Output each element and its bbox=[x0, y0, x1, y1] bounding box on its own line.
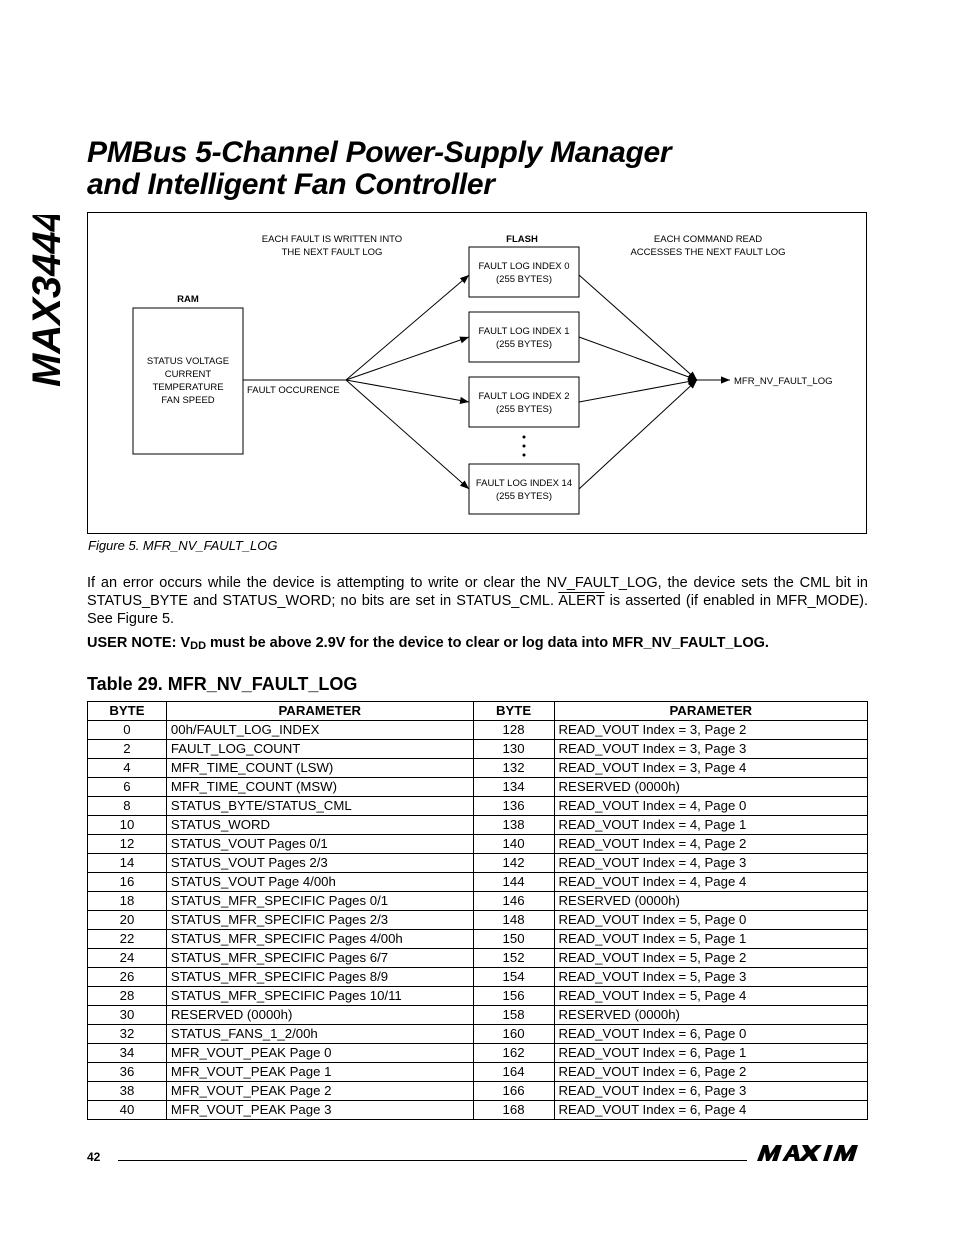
title-line-2: and Intelligent Fan Controller bbox=[87, 168, 495, 201]
byte-right-cell: 162 bbox=[473, 1044, 554, 1063]
fault-log-name-2: FAULT LOG INDEX 2 bbox=[478, 391, 570, 402]
parameter-right-cell: READ_VOUT Index = 6, Page 3 bbox=[554, 1082, 867, 1101]
user-note bbox=[87, 635, 769, 652]
byte-left-cell: 10 bbox=[88, 816, 167, 835]
byte-left-cell: 36 bbox=[88, 1063, 167, 1082]
header-parameter-right: PARAMETER bbox=[554, 702, 867, 721]
footer-rule bbox=[118, 1160, 747, 1161]
table-row bbox=[88, 1006, 868, 1025]
parameter-left-cell: STATUS_MFR_SPECIFIC Pages 6/7 bbox=[166, 949, 473, 968]
table-row bbox=[88, 1044, 868, 1063]
ellipsis-dot-1 bbox=[523, 436, 526, 439]
byte-right-cell: 166 bbox=[473, 1082, 554, 1101]
byte-right-cell: 168 bbox=[473, 1101, 554, 1120]
parameter-right-cell: READ_VOUT Index = 5, Page 0 bbox=[554, 911, 867, 930]
header-parameter-left: PARAMETER bbox=[166, 702, 473, 721]
fanin-arrow-14 bbox=[579, 380, 697, 489]
byte-right-cell: 148 bbox=[473, 911, 554, 930]
maxim-logo bbox=[755, 1143, 867, 1163]
parameter-left-cell: MFR_VOUT_PEAK Page 1 bbox=[166, 1063, 473, 1082]
byte-right-cell: 158 bbox=[473, 1006, 554, 1025]
alert-signal: ALERT bbox=[558, 593, 605, 609]
part-number-text: MAX34441 bbox=[25, 215, 68, 387]
byte-left-cell: 8 bbox=[88, 797, 167, 816]
byte-right-cell: 132 bbox=[473, 759, 554, 778]
parameter-left-cell: STATUS_MFR_SPECIFIC Pages 8/9 bbox=[166, 968, 473, 987]
table-header-row bbox=[88, 702, 868, 721]
table-row bbox=[88, 930, 868, 949]
byte-right-cell: 142 bbox=[473, 854, 554, 873]
flash-label: FLASH bbox=[506, 234, 538, 245]
fault-log-size-2: (255 BYTES) bbox=[496, 404, 552, 415]
byte-right-cell: 146 bbox=[473, 892, 554, 911]
table-body bbox=[88, 721, 868, 1120]
byte-right-cell: 138 bbox=[473, 816, 554, 835]
byte-right-cell: 134 bbox=[473, 778, 554, 797]
table-row bbox=[88, 892, 868, 911]
table-row bbox=[88, 1025, 868, 1044]
fanin-arrow-1 bbox=[579, 337, 697, 380]
parameter-left-cell: STATUS_WORD bbox=[166, 816, 473, 835]
fault-log-size-0: (255 BYTES) bbox=[496, 274, 552, 285]
fault-occurence-label: FAULT OCCURENCE bbox=[247, 385, 340, 396]
byte-left-cell: 30 bbox=[88, 1006, 167, 1025]
parameter-right-cell: READ_VOUT Index = 4, Page 3 bbox=[554, 854, 867, 873]
parameter-left-cell: MFR_TIME_COUNT (MSW) bbox=[166, 778, 473, 797]
ram-content-2: CURRENT bbox=[164, 369, 212, 380]
fault-log-name-14: FAULT LOG INDEX 14 bbox=[475, 478, 573, 489]
ellipsis-dot-3 bbox=[523, 454, 526, 457]
byte-right-cell: 160 bbox=[473, 1025, 554, 1044]
byte-right-cell: 140 bbox=[473, 835, 554, 854]
byte-right-cell: 136 bbox=[473, 797, 554, 816]
byte-right-cell: 150 bbox=[473, 930, 554, 949]
user-note-prefix: USER NOTE: V bbox=[87, 635, 191, 651]
fault-log-size-14: (255 BYTES) bbox=[496, 491, 552, 502]
table-row bbox=[88, 835, 868, 854]
fault-log-box-0 bbox=[469, 247, 579, 297]
table-title: Table 29. MFR_NV_FAULT_LOG bbox=[87, 674, 358, 694]
byte-right-cell: 144 bbox=[473, 873, 554, 892]
fault-log-box-14 bbox=[469, 464, 579, 514]
parameter-left-cell: STATUS_MFR_SPECIFIC Pages 0/1 bbox=[166, 892, 473, 911]
parameter-right-cell: RESERVED (0000h) bbox=[554, 892, 867, 911]
parameter-left-cell: STATUS_VOUT Pages 0/1 bbox=[166, 835, 473, 854]
ram-content-1: STATUS VOLTAGE bbox=[146, 356, 230, 367]
parameter-left-cell: STATUS_MFR_SPECIFIC Pages 2/3 bbox=[166, 911, 473, 930]
ram-content-4: FAN SPEED bbox=[161, 395, 215, 406]
table-row bbox=[88, 816, 868, 835]
byte-left-cell: 14 bbox=[88, 854, 167, 873]
byte-right-cell: 154 bbox=[473, 968, 554, 987]
parameter-left-cell: MFR_VOUT_PEAK Page 3 bbox=[166, 1101, 473, 1120]
ellipsis-dot-2 bbox=[523, 445, 526, 448]
byte-left-cell: 4 bbox=[88, 759, 167, 778]
parameter-right-cell: READ_VOUT Index = 4, Page 0 bbox=[554, 797, 867, 816]
ram-content-3: TEMPERATURE bbox=[152, 382, 224, 393]
output-label: MFR_NV_FAULT_LOG bbox=[734, 376, 833, 387]
fanout-arrow-1 bbox=[346, 337, 469, 380]
parameter-right-cell: READ_VOUT Index = 4, Page 1 bbox=[554, 816, 867, 835]
byte-left-cell: 2 bbox=[88, 740, 167, 759]
parameter-left-cell: 00h/FAULT_LOG_INDEX bbox=[166, 721, 473, 740]
paragraph-text-2: is asserted (if enabled in MFR_MODE). See Figure 5. bbox=[87, 593, 869, 627]
table-row bbox=[88, 968, 868, 987]
parameter-left-cell: STATUS_VOUT Pages 2/3 bbox=[166, 854, 473, 873]
parameter-right-cell: READ_VOUT Index = 3, Page 2 bbox=[554, 721, 867, 740]
byte-right-cell: 164 bbox=[473, 1063, 554, 1082]
table-row bbox=[88, 778, 868, 797]
table-row bbox=[88, 721, 868, 740]
table-row bbox=[88, 759, 868, 778]
figure-caption: Figure 5. MFR_NV_FAULT_LOG bbox=[88, 538, 278, 553]
header-byte-right: BYTE bbox=[473, 702, 554, 721]
page-number: 42 bbox=[87, 1150, 101, 1164]
table-row bbox=[88, 949, 868, 968]
ram-block bbox=[133, 308, 243, 454]
fault-log-name-1: FAULT LOG INDEX 1 bbox=[478, 326, 570, 337]
parameter-right-cell: RESERVED (0000h) bbox=[554, 1006, 867, 1025]
parameter-left-cell: STATUS_MFR_SPECIFIC Pages 4/00h bbox=[166, 930, 473, 949]
byte-right-cell: 128 bbox=[473, 721, 554, 740]
fanout-arrow-2 bbox=[346, 380, 469, 402]
header-byte-left: BYTE bbox=[88, 702, 167, 721]
fault-log-name-0: FAULT LOG INDEX 0 bbox=[478, 261, 570, 272]
byte-left-cell: 24 bbox=[88, 949, 167, 968]
table-row bbox=[88, 987, 868, 1006]
table-row bbox=[88, 797, 868, 816]
note-written-line-1: EACH FAULT IS WRITTEN INTO bbox=[261, 234, 403, 245]
parameter-left-cell: MFR_TIME_COUNT (LSW) bbox=[166, 759, 473, 778]
table-row bbox=[88, 1101, 868, 1120]
parameter-right-cell: READ_VOUT Index = 5, Page 1 bbox=[554, 930, 867, 949]
table-row bbox=[88, 911, 868, 930]
byte-left-cell: 6 bbox=[88, 778, 167, 797]
parameter-right-cell: READ_VOUT Index = 4, Page 2 bbox=[554, 835, 867, 854]
parameter-right-cell: READ_VOUT Index = 6, Page 2 bbox=[554, 1063, 867, 1082]
document-title bbox=[87, 137, 671, 201]
byte-left-cell: 22 bbox=[88, 930, 167, 949]
parameter-right-cell: RESERVED (0000h) bbox=[554, 778, 867, 797]
parameter-right-cell: READ_VOUT Index = 3, Page 3 bbox=[554, 740, 867, 759]
fault-log-box-2 bbox=[469, 377, 579, 427]
part-number-vertical bbox=[8, 215, 68, 395]
byte-right-cell: 156 bbox=[473, 987, 554, 1006]
parameter-left-cell: FAULT_LOG_COUNT bbox=[166, 740, 473, 759]
ram-label: RAM bbox=[177, 294, 199, 305]
parameter-right-cell: READ_VOUT Index = 5, Page 4 bbox=[554, 987, 867, 1006]
fault-log-box-1 bbox=[469, 312, 579, 362]
parameter-right-cell: READ_VOUT Index = 5, Page 2 bbox=[554, 949, 867, 968]
user-note-rest: must be above 2.9V for the device to clear or log data into MFR_NV_FAULT_LOG. bbox=[206, 635, 769, 651]
parameter-left-cell: STATUS_FANS_1_2/00h bbox=[166, 1025, 473, 1044]
byte-left-cell: 12 bbox=[88, 835, 167, 854]
parameter-left-cell: STATUS_MFR_SPECIFIC Pages 10/11 bbox=[166, 987, 473, 1006]
parameter-left-cell: MFR_VOUT_PEAK Page 0 bbox=[166, 1044, 473, 1063]
parameter-left-cell: STATUS_VOUT Page 4/00h bbox=[166, 873, 473, 892]
byte-left-cell: 32 bbox=[88, 1025, 167, 1044]
byte-right-cell: 152 bbox=[473, 949, 554, 968]
table-row bbox=[88, 873, 868, 892]
note-written-line-2: THE NEXT FAULT LOG bbox=[281, 247, 383, 258]
fanin-arrow-0 bbox=[579, 275, 697, 380]
fanin-arrow-2 bbox=[579, 380, 697, 402]
byte-left-cell: 38 bbox=[88, 1082, 167, 1101]
parameter-left-cell: RESERVED (0000h) bbox=[166, 1006, 473, 1025]
parameter-right-cell: READ_VOUT Index = 6, Page 4 bbox=[554, 1101, 867, 1120]
fault-log-size-1: (255 BYTES) bbox=[496, 339, 552, 350]
byte-left-cell: 0 bbox=[88, 721, 167, 740]
parameter-right-cell: READ_VOUT Index = 6, Page 0 bbox=[554, 1025, 867, 1044]
byte-left-cell: 18 bbox=[88, 892, 167, 911]
table-row bbox=[88, 1063, 868, 1082]
note-read-line-2: ACCESSES THE NEXT FAULT LOG bbox=[630, 247, 786, 258]
fanout-arrow-0 bbox=[346, 275, 469, 380]
parameter-right-cell: READ_VOUT Index = 4, Page 4 bbox=[554, 873, 867, 892]
paragraph-text-1: If an error occurs while the device is attempting to write or clear the NV_FAULT_LOG, the device sets the CML bit in STATUS_BYTE and STATUS_WORD; no bits are set in STATUS_CML. bbox=[87, 575, 868, 609]
parameter-right-cell: READ_VOUT Index = 6, Page 1 bbox=[554, 1044, 867, 1063]
parameter-left-cell: MFR_VOUT_PEAK Page 2 bbox=[166, 1082, 473, 1101]
figure-5-diagram bbox=[87, 212, 867, 534]
register-table bbox=[87, 701, 868, 1120]
parameter-right-cell: READ_VOUT Index = 3, Page 4 bbox=[554, 759, 867, 778]
byte-left-cell: 20 bbox=[88, 911, 167, 930]
byte-right-cell: 130 bbox=[473, 740, 554, 759]
byte-left-cell: 16 bbox=[88, 873, 167, 892]
byte-left-cell: 26 bbox=[88, 968, 167, 987]
parameter-right-cell: READ_VOUT Index = 5, Page 3 bbox=[554, 968, 867, 987]
user-note-subscript: DD bbox=[190, 640, 207, 652]
table-row bbox=[88, 1082, 868, 1101]
note-read-line-1: EACH COMMAND READ bbox=[653, 234, 763, 245]
title-line-1: PMBus 5-Channel Power-Supply Manager bbox=[87, 136, 672, 169]
table-row bbox=[88, 740, 868, 759]
fanout-arrow-14 bbox=[346, 380, 469, 489]
byte-left-cell: 28 bbox=[88, 987, 167, 1006]
byte-left-cell: 40 bbox=[88, 1101, 167, 1120]
byte-left-cell: 34 bbox=[88, 1044, 167, 1063]
table-row bbox=[88, 854, 868, 873]
parameter-left-cell: STATUS_BYTE/STATUS_CML bbox=[166, 797, 473, 816]
body-paragraph bbox=[87, 574, 868, 628]
